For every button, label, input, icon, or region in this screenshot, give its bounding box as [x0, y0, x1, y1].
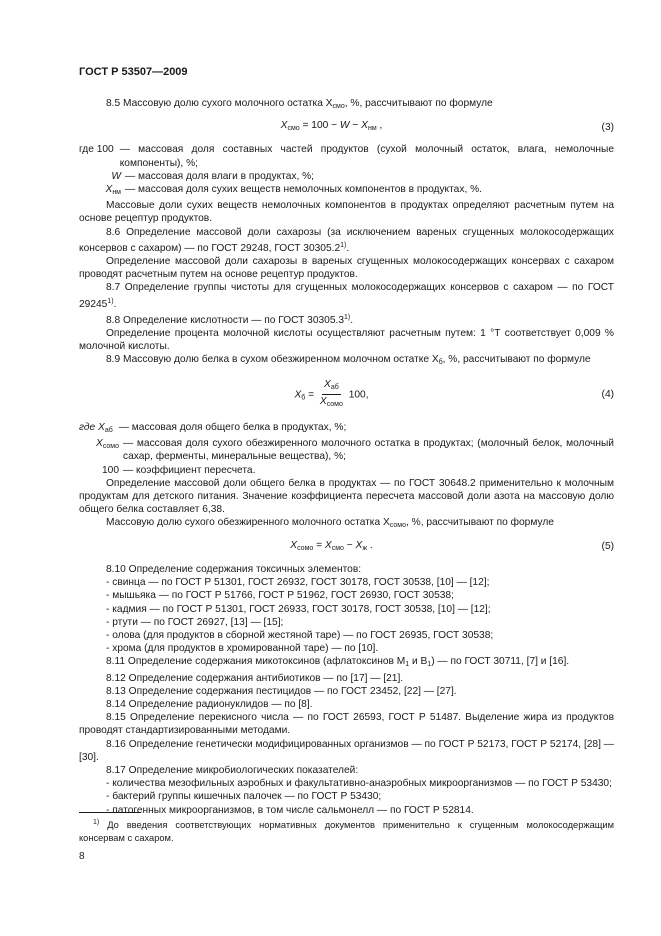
document-body [79, 97, 614, 817]
para-8-12: 8.12 Определение содержания антибиотиков — по [17] — [21]. [106, 672, 404, 684]
list-item: - количества мезофильных аэробных и факультативно-анаэробных микроорганизмов — по ГОСТ Р 53430; [106, 778, 612, 790]
definition-row: $X_{нм}$ — массовая доля сухих веществ немолочных компонентов в продуктах, %. [105, 184, 482, 197]
para: Определение процента молочной кислоты осуществляют расчетным путем: 1 °Т соответствует 0,009 % молочной кислоты. [79, 328, 614, 353]
definition-row: W — массовая доля влаги в продуктах, %; [111, 170, 315, 182]
para: Определение массовой доли общего белка в продуктах — по ГОСТ 30648.2 применительно к молочным продуктам для детского питания. Значение коэффициента пересчета массовой доли азота на массовую долю общего белка составляет 6,38. [79, 477, 614, 516]
list-item: - олова (для продуктов в сборной жестяной таре) — по ГОСТ 26935, ГОСТ 30538; [106, 629, 494, 641]
definition-row: где 100 — массовая доля составных частей продуктов (сухой молочный остаток, влага, немолочные компоненты), %; [79, 144, 614, 169]
para-8-16: 8.16 Определение генетически модифицированных организмов — по ГОСТ Р 52173, ГОСТ Р 52174, [28] — [30]. [79, 738, 614, 763]
list-item: - патогенных микроорганизмов, в том числе сальмонелл — по ГОСТ Р 52814. [106, 804, 474, 816]
para-8-14: 8.14 Определение радионуклидов — по [8]. [106, 698, 313, 710]
para-8-15: 8.15 Определение перекисного числа — по ГОСТ 26593, ГОСТ Р 51487. Выделение жира из продуктов проводят стандартизированными методами. [79, 712, 614, 737]
footnote: $^{1)}$ До введения соответствующих нормативных документов применительно к сгущенным молокосодержащим консервам с сахаром. [79, 819, 614, 843]
formula-4: $X_б$ = $\frac{X_{аб}}{X_{сомо}}$ 100, (4) [79, 378, 614, 411]
formula-3: $X_{смо} = 100 - W - X_{нм}$ , (3) [280, 120, 614, 133]
fraction: $\frac{X_{аб}}{X_{сомо}}$ [319, 378, 343, 408]
para-8-10: 8.10 Определение содержания токсичных элементов: [106, 563, 362, 575]
list-item: - кадмия — по ГОСТ Р 51301, ГОСТ 26933, ГОСТ 30178, ГОСТ 30538, [10] — [12]; [106, 603, 491, 615]
para: Определение массовой доли сахарозы в вареных сгущенных молокосодержащих консервах с сахаром проводят расчетным путем на основе рецептур продуктов. [79, 256, 614, 281]
formula-number: (3) [601, 121, 614, 133]
para-8-17: 8.17 Определение микробиологических показателей: [106, 764, 359, 776]
list-item: - свинца — по ГОСТ Р 51301, ГОСТ 26932, ГОСТ 30178, ГОСТ 30538, [10] — [12]; [106, 577, 490, 589]
list-item: - мышьяка — по ГОСТ Р 51766, ГОСТ Р 51962, ГОСТ 26930, ГОСТ 30538; [106, 590, 454, 602]
para-8-13: 8.13 Определение содержания пестицидов — по ГОСТ 23452, [22] — [27]. [106, 685, 457, 697]
para-8-5: 8.5 Массовую долю сухого молочного остатка $X_{смо}$, %, рассчитывают по формуле [106, 98, 493, 110]
formula-number: (4) [601, 388, 614, 400]
para: Массовую долю сухого обезжиренного молочного остатка $X_{сомо}$, %, рассчитывают по формуле [106, 517, 554, 530]
definition-row: 100 — коэффициент пересчета. [102, 464, 256, 476]
formula-number: (5) [601, 541, 614, 553]
list-item: - хрома (для продуктов в хромированной таре) — по [10]. [106, 643, 379, 655]
list-item: - ртути — по ГОСТ 26927, [13] — [15]; [106, 616, 284, 628]
para-8-9: 8.9 Массовую долю белка в сухом обезжиренном молочном остатке $X_б$, %, рассчитывают по формуле [106, 354, 591, 367]
page-number: 8 [79, 851, 85, 862]
para-8-8: 8.8 Определение кислотности — по ГОСТ 30305.3$^{1)}$. [106, 313, 354, 326]
formula-5: $X_{сомо} = X_{смо} - X_ж$ . (5) [290, 539, 614, 553]
footnote-separator [79, 812, 141, 813]
para-8-7: 8.7 Определение группы чистоты для сгущенных молокосодержащих консервов с сахаром — по ГОСТ 29245$^{1)}$. [79, 282, 614, 310]
definition-row: $X_{сомо}$ — массовая доля сухого обезжиренного молочного остатка в продуктах; (молочный белок, молочный сахар, ферменты, минеральные вещества), %; [96, 438, 614, 463]
document-header: ГОСТ Р 53507—2009 [79, 66, 188, 78]
para-8-11: 8.11 Определение содержания микотоксинов (афлатоксинов $M_1$ и $B_1$) — по ГОСТ 30711, [7] и [16]. [106, 656, 570, 669]
para-8-6: 8.6 Определение массовой доли сахарозы (за исключением вареных сгущенных молокосодержащих консервов с сахаром) — по ГОСТ 29248, ГОСТ 30305.2$^{1)}$. [79, 226, 614, 254]
para: Массовые доли сухих веществ немолочных компонентов в продуктах определяют расчетным путем на основе рецептур продуктов. [79, 200, 614, 225]
list-item: - бактерий группы кишечных палочек — по ГОСТ Р 53430; [106, 791, 382, 803]
definition-row: где $X_{аб}$ — массовая доля общего белка в продуктах, %; [79, 422, 347, 435]
